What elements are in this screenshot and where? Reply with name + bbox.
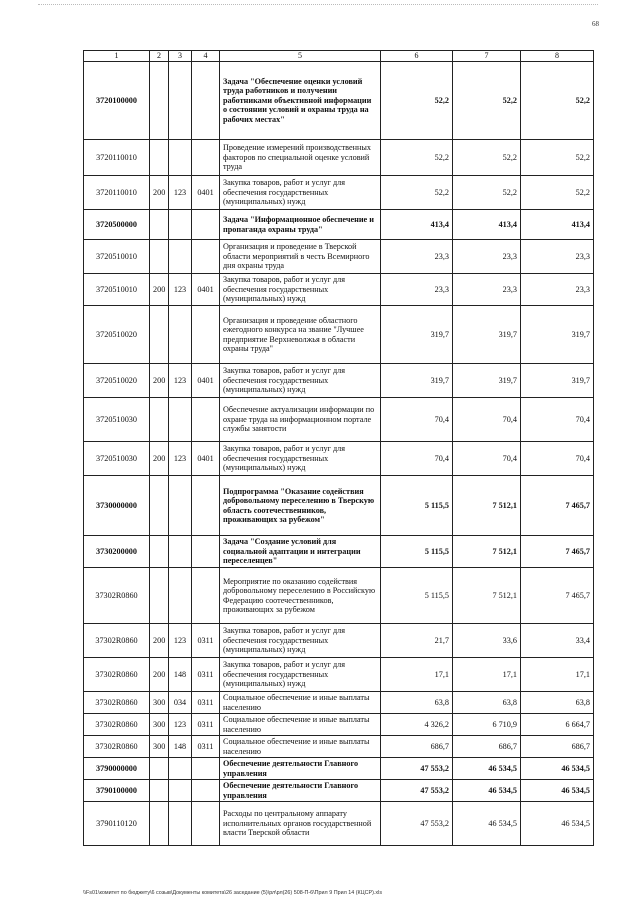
table-row xyxy=(84,780,594,802)
amount-year1-cell: 4 326,2 xyxy=(381,714,453,736)
kcsr-code-cell: 3720510030 xyxy=(84,398,150,442)
amount-year2-cell: 52,2 xyxy=(453,176,521,210)
table-row xyxy=(84,398,594,442)
amount-year1-cell: 47 553,2 xyxy=(381,780,453,802)
amount-year3-cell: 319,7 xyxy=(521,306,594,364)
amount-year1-cell: 23,3 xyxy=(381,274,453,306)
subsection-cell xyxy=(192,802,220,846)
section-cell xyxy=(150,536,169,568)
amount-year3-cell: 46 534,5 xyxy=(521,758,594,780)
admin-code-cell: 123 xyxy=(169,624,192,658)
kcsr-code-cell: 3790100000 xyxy=(84,780,150,802)
admin-code-cell xyxy=(169,802,192,846)
amount-year2-cell: 70,4 xyxy=(453,442,521,476)
subsection-cell xyxy=(192,758,220,780)
amount-year1-cell: 47 553,2 xyxy=(381,758,453,780)
section-cell: 200 xyxy=(150,274,169,306)
amount-year2-cell: 52,2 xyxy=(453,140,521,176)
item-name-cell: Мероприятие по оказанию содействия добровольному переселению в Российскую Федерацию соотечественников, проживающих за рубежом xyxy=(220,568,381,624)
kcsr-code-cell: 3790110120 xyxy=(84,802,150,846)
admin-code-cell xyxy=(169,476,192,536)
table-row xyxy=(84,658,594,692)
amount-year3-cell: 46 534,5 xyxy=(521,802,594,846)
amount-year3-cell: 7 465,7 xyxy=(521,536,594,568)
amount-year2-cell: 7 512,1 xyxy=(453,536,521,568)
admin-code-cell: 123 xyxy=(169,364,192,398)
amount-year3-cell: 63,8 xyxy=(521,692,594,714)
subsection-cell: 0401 xyxy=(192,176,220,210)
section-cell xyxy=(150,476,169,536)
item-name-cell: Закупка товаров, работ и услуг для обеспечения государственных (муниципальных) нужд xyxy=(220,176,381,210)
amount-year2-cell: 6 710,9 xyxy=(453,714,521,736)
section-cell xyxy=(150,758,169,780)
file-path-footer: \\Fs01\комитет по бюджету\6 созыв\Документы комитета\26 заседание (5)\рл\рл(26) 508-П-6\Прил 9 Прил 14 (КЦСР).xls xyxy=(83,890,383,896)
subsection-cell xyxy=(192,62,220,140)
scan-top-line xyxy=(38,4,598,5)
subsection-cell xyxy=(192,536,220,568)
item-name-cell: Социальное обеспечение и иные выплаты населению xyxy=(220,736,381,758)
admin-code-cell: 123 xyxy=(169,714,192,736)
admin-code-cell xyxy=(169,240,192,274)
section-cell xyxy=(150,306,169,364)
table-row xyxy=(84,210,594,240)
header-cell: 4 xyxy=(192,51,220,62)
kcsr-code-cell: 37302R0860 xyxy=(84,624,150,658)
amount-year2-cell: 70,4 xyxy=(453,398,521,442)
amount-year3-cell: 6 664,7 xyxy=(521,714,594,736)
amount-year1-cell: 70,4 xyxy=(381,442,453,476)
item-name-cell: Обеспечение деятельности Главного управления xyxy=(220,780,381,802)
item-name-cell: Задача "Обеспечение оценки условий труда работников и получении работниками объективной информации о состоянии условий и охраны труда на рабочих местах" xyxy=(220,62,381,140)
admin-code-cell xyxy=(169,140,192,176)
section-cell: 300 xyxy=(150,714,169,736)
table-row xyxy=(84,176,594,210)
amount-year2-cell: 46 534,5 xyxy=(453,758,521,780)
header-cell: 6 xyxy=(381,51,453,62)
admin-code-cell: 123 xyxy=(169,176,192,210)
section-cell: 200 xyxy=(150,364,169,398)
subsection-cell: 0401 xyxy=(192,364,220,398)
amount-year2-cell: 23,3 xyxy=(453,274,521,306)
subsection-cell xyxy=(192,140,220,176)
section-cell xyxy=(150,210,169,240)
amount-year2-cell: 52,2 xyxy=(453,62,521,140)
header-cell: 1 xyxy=(84,51,150,62)
kcsr-code-cell: 3720510020 xyxy=(84,306,150,364)
amount-year3-cell: 319,7 xyxy=(521,364,594,398)
table-row xyxy=(84,364,594,398)
page-number: 68 xyxy=(592,20,599,28)
kcsr-code-cell: 3720110010 xyxy=(84,176,150,210)
amount-year1-cell: 21,7 xyxy=(381,624,453,658)
item-name-cell: Социальное обеспечение и иные выплаты населению xyxy=(220,692,381,714)
amount-year2-cell: 319,7 xyxy=(453,306,521,364)
subsection-cell xyxy=(192,306,220,364)
amount-year2-cell: 46 534,5 xyxy=(453,780,521,802)
amount-year1-cell: 52,2 xyxy=(381,62,453,140)
amount-year3-cell: 7 465,7 xyxy=(521,476,594,536)
amount-year2-cell: 413,4 xyxy=(453,210,521,240)
admin-code-cell xyxy=(169,758,192,780)
item-name-cell: Задача "Создание условий для социальной адаптации и интеграции переселенцев" xyxy=(220,536,381,568)
table-row xyxy=(84,442,594,476)
amount-year1-cell: 47 553,2 xyxy=(381,802,453,846)
table-row xyxy=(84,714,594,736)
kcsr-code-cell: 37302R0860 xyxy=(84,692,150,714)
subsection-cell xyxy=(192,210,220,240)
amount-year3-cell: 70,4 xyxy=(521,398,594,442)
table-row xyxy=(84,306,594,364)
item-name-cell: Подпрограмма "Оказание содействия добровольному переселению в Тверскую область соотечественников, проживающих за рубежом" xyxy=(220,476,381,536)
subsection-cell xyxy=(192,568,220,624)
admin-code-cell xyxy=(169,780,192,802)
item-name-cell: Организация и проведение в Тверской области мероприятий в честь Всемирного дня охраны труда xyxy=(220,240,381,274)
item-name-cell: Обеспечение деятельности Главного управления xyxy=(220,758,381,780)
amount-year1-cell: 23,3 xyxy=(381,240,453,274)
kcsr-code-cell: 3720110010 xyxy=(84,140,150,176)
section-cell: 200 xyxy=(150,658,169,692)
amount-year2-cell: 7 512,1 xyxy=(453,476,521,536)
header-row xyxy=(84,51,594,62)
section-cell xyxy=(150,240,169,274)
amount-year3-cell: 52,2 xyxy=(521,176,594,210)
budget-table xyxy=(83,50,594,846)
amount-year1-cell: 70,4 xyxy=(381,398,453,442)
table-row xyxy=(84,568,594,624)
table-row xyxy=(84,140,594,176)
section-cell: 200 xyxy=(150,176,169,210)
amount-year2-cell: 319,7 xyxy=(453,364,521,398)
kcsr-code-cell: 3720510010 xyxy=(84,274,150,306)
amount-year2-cell: 686,7 xyxy=(453,736,521,758)
kcsr-code-cell: 3720510020 xyxy=(84,364,150,398)
amount-year1-cell: 5 115,5 xyxy=(381,476,453,536)
item-name-cell: Расходы по центральному аппарату исполнительных органов государственной власти Тверской области xyxy=(220,802,381,846)
amount-year2-cell: 33,6 xyxy=(453,624,521,658)
amount-year1-cell: 52,2 xyxy=(381,140,453,176)
section-cell xyxy=(150,140,169,176)
amount-year3-cell: 686,7 xyxy=(521,736,594,758)
admin-code-cell xyxy=(169,568,192,624)
admin-code-cell: 034 xyxy=(169,692,192,714)
table-row xyxy=(84,240,594,274)
table-row xyxy=(84,758,594,780)
amount-year3-cell: 52,2 xyxy=(521,62,594,140)
amount-year2-cell: 46 534,5 xyxy=(453,802,521,846)
kcsr-code-cell: 3720500000 xyxy=(84,210,150,240)
kcsr-code-cell: 3720510010 xyxy=(84,240,150,274)
header-cell: 7 xyxy=(453,51,521,62)
kcsr-code-cell: 3720510030 xyxy=(84,442,150,476)
table-row xyxy=(84,536,594,568)
amount-year3-cell: 413,4 xyxy=(521,210,594,240)
item-name-cell: Закупка товаров, работ и услуг для обеспечения государственных (муниципальных) нужд xyxy=(220,658,381,692)
amount-year1-cell: 5 115,5 xyxy=(381,536,453,568)
table-row xyxy=(84,692,594,714)
subsection-cell: 0401 xyxy=(192,274,220,306)
item-name-cell: Закупка товаров, работ и услуг для обеспечения государственных (муниципальных) нужд xyxy=(220,442,381,476)
section-cell: 300 xyxy=(150,692,169,714)
amount-year1-cell: 413,4 xyxy=(381,210,453,240)
section-cell xyxy=(150,398,169,442)
subsection-cell xyxy=(192,398,220,442)
header-cell: 3 xyxy=(169,51,192,62)
amount-year3-cell: 70,4 xyxy=(521,442,594,476)
subsection-cell: 0311 xyxy=(192,658,220,692)
item-name-cell: Закупка товаров, работ и услуг для обеспечения государственных (муниципальных) нужд xyxy=(220,274,381,306)
amount-year1-cell: 63,8 xyxy=(381,692,453,714)
kcsr-code-cell: 3790000000 xyxy=(84,758,150,780)
admin-code-cell xyxy=(169,62,192,140)
amount-year2-cell: 7 512,1 xyxy=(453,568,521,624)
admin-code-cell xyxy=(169,536,192,568)
section-cell xyxy=(150,780,169,802)
amount-year2-cell: 63,8 xyxy=(453,692,521,714)
subsection-cell xyxy=(192,780,220,802)
amount-year3-cell: 52,2 xyxy=(521,140,594,176)
item-name-cell: Закупка товаров, работ и услуг для обеспечения государственных (муниципальных) нужд xyxy=(220,624,381,658)
table-row xyxy=(84,624,594,658)
admin-code-cell: 148 xyxy=(169,736,192,758)
kcsr-code-cell: 37302R0860 xyxy=(84,736,150,758)
amount-year2-cell: 23,3 xyxy=(453,240,521,274)
section-cell xyxy=(150,802,169,846)
admin-code-cell xyxy=(169,210,192,240)
admin-code-cell: 123 xyxy=(169,274,192,306)
kcsr-code-cell: 37302R0860 xyxy=(84,714,150,736)
amount-year1-cell: 319,7 xyxy=(381,306,453,364)
subsection-cell: 0311 xyxy=(192,714,220,736)
table-row xyxy=(84,476,594,536)
section-cell: 200 xyxy=(150,624,169,658)
section-cell xyxy=(150,62,169,140)
amount-year3-cell: 46 534,5 xyxy=(521,780,594,802)
amount-year1-cell: 319,7 xyxy=(381,364,453,398)
amount-year3-cell: 33,4 xyxy=(521,624,594,658)
kcsr-code-cell: 3730000000 xyxy=(84,476,150,536)
item-name-cell: Социальное обеспечение и иные выплаты населению xyxy=(220,714,381,736)
item-name-cell: Задача "Информационное обеспечение и пропаганда охраны труда" xyxy=(220,210,381,240)
subsection-cell: 0401 xyxy=(192,442,220,476)
subsection-cell xyxy=(192,476,220,536)
item-name-cell: Проведение измерений производственных факторов по специальной оценке условий труда xyxy=(220,140,381,176)
subsection-cell: 0311 xyxy=(192,692,220,714)
amount-year2-cell: 17,1 xyxy=(453,658,521,692)
amount-year1-cell: 686,7 xyxy=(381,736,453,758)
item-name-cell: Обеспечение актуализации информации по охране труда на информационном портале службы занятости xyxy=(220,398,381,442)
amount-year1-cell: 17,1 xyxy=(381,658,453,692)
table-row xyxy=(84,274,594,306)
section-cell: 200 xyxy=(150,442,169,476)
amount-year1-cell: 5 115,5 xyxy=(381,568,453,624)
admin-code-cell: 123 xyxy=(169,442,192,476)
item-name-cell: Закупка товаров, работ и услуг для обеспечения государственных (муниципальных) нужд xyxy=(220,364,381,398)
header-cell: 8 xyxy=(521,51,594,62)
header-cell: 5 xyxy=(220,51,381,62)
item-name-cell: Организация и проведение областного ежегодного конкурса на звание "Лучшее предприятие Верхневолжья в области охраны труда" xyxy=(220,306,381,364)
table-row xyxy=(84,62,594,140)
table-row xyxy=(84,802,594,846)
amount-year3-cell: 7 465,7 xyxy=(521,568,594,624)
admin-code-cell xyxy=(169,306,192,364)
admin-code-cell: 148 xyxy=(169,658,192,692)
kcsr-code-cell: 3720100000 xyxy=(84,62,150,140)
header-cell: 2 xyxy=(150,51,169,62)
subsection-cell xyxy=(192,240,220,274)
amount-year3-cell: 23,3 xyxy=(521,274,594,306)
section-cell xyxy=(150,568,169,624)
amount-year3-cell: 23,3 xyxy=(521,240,594,274)
kcsr-code-cell: 37302R0860 xyxy=(84,568,150,624)
subsection-cell: 0311 xyxy=(192,624,220,658)
section-cell: 300 xyxy=(150,736,169,758)
amount-year1-cell: 52,2 xyxy=(381,176,453,210)
amount-year3-cell: 17,1 xyxy=(521,658,594,692)
admin-code-cell xyxy=(169,398,192,442)
table-row xyxy=(84,736,594,758)
subsection-cell: 0311 xyxy=(192,736,220,758)
kcsr-code-cell: 3730200000 xyxy=(84,536,150,568)
kcsr-code-cell: 37302R0860 xyxy=(84,658,150,692)
